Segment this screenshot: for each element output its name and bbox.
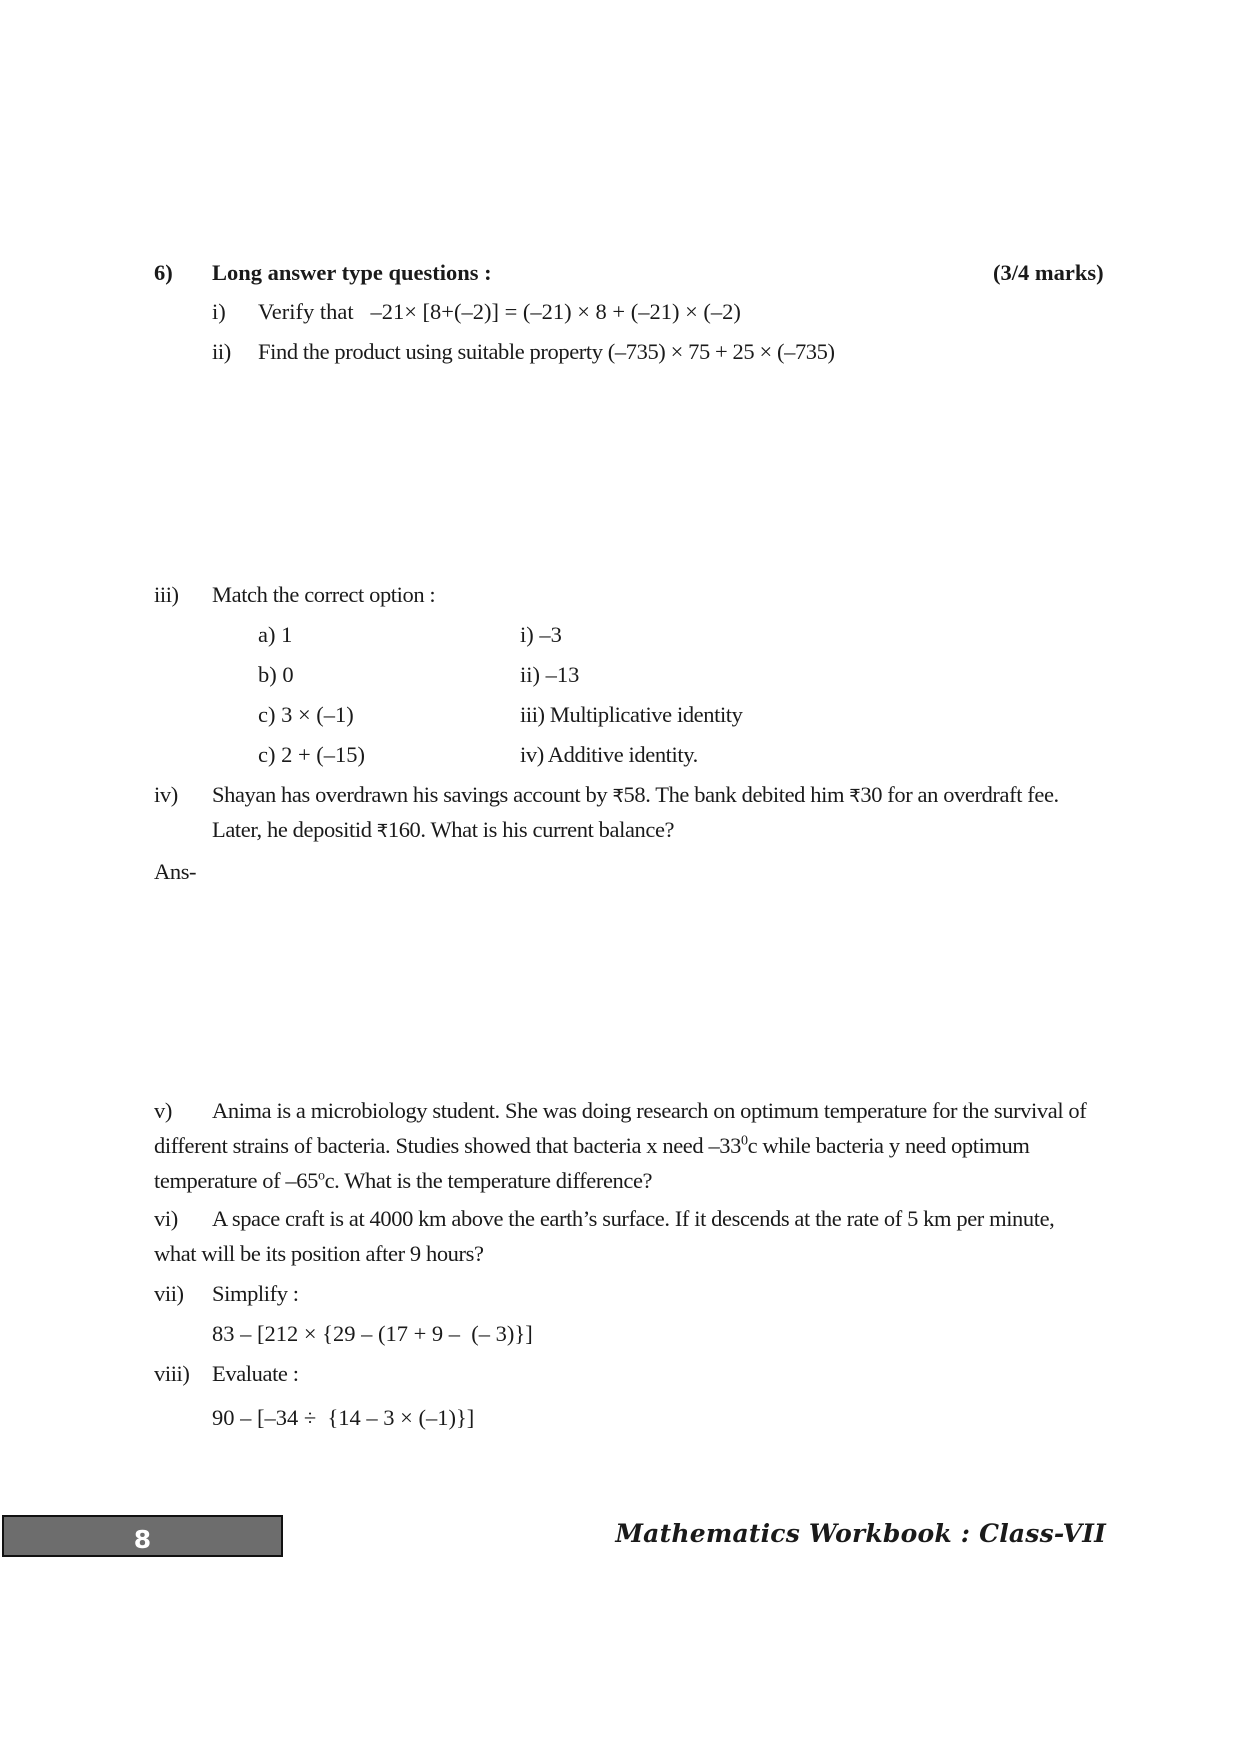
q-vii-label: vii) bbox=[154, 1281, 184, 1306]
q-viii-label: viii) bbox=[154, 1361, 190, 1386]
rupee-icon: ₹ bbox=[612, 786, 624, 807]
q-viii-text: Evaluate : bbox=[212, 1361, 299, 1386]
match-left-a: a) 1 bbox=[258, 622, 293, 647]
match-left-b: b) 0 bbox=[258, 662, 294, 687]
q-vi-line2: what will be its position after 9 hours? bbox=[154, 1241, 484, 1266]
degree-superscript: o bbox=[317, 1168, 325, 1184]
q-iv-line2-b: 160. What is his current balance? bbox=[387, 817, 675, 842]
degree-superscript: 0 bbox=[741, 1133, 748, 1149]
question-number: 6) bbox=[154, 260, 173, 285]
q-iii-text: Match the correct option : bbox=[212, 582, 436, 607]
q-v-line3-a: temperature of –65 bbox=[154, 1168, 318, 1193]
q-v-line2-a: different strains of bacteria. Studies showed that bacteria x need –33 bbox=[154, 1133, 742, 1158]
q-iv-line1-c: 30 for an overdraft fee. bbox=[860, 782, 1059, 807]
q-ii-text: Find the product using suitable property (–735) × 75 + 25 × (–735) bbox=[258, 339, 835, 364]
q-iv-label: iv) bbox=[154, 782, 178, 807]
rupee-icon: ₹ bbox=[376, 821, 388, 842]
q-v-line3-b: c. What is the temperature difference? bbox=[324, 1168, 653, 1193]
q-iii-label: iii) bbox=[154, 582, 179, 607]
q-v-line2-b: c while bacteria y need optimum bbox=[747, 1133, 1030, 1158]
q-vi-label: vi) bbox=[154, 1206, 178, 1231]
section-heading: Long answer type questions : bbox=[212, 260, 492, 285]
q-v-line2 bbox=[154, 1135, 1030, 1158]
q-iv-line1-b: 58. The bank debited him bbox=[623, 782, 850, 807]
q-vii-text: Simplify : bbox=[212, 1281, 299, 1306]
q-vii-expression: 83 – [212 × {29 – (17 + 9 – (– 3)}] bbox=[212, 1321, 533, 1346]
marks-label: (3/4 marks) bbox=[993, 260, 1104, 285]
q-iv-line1 bbox=[212, 784, 1059, 807]
match-right-ii: ii) –13 bbox=[520, 662, 580, 687]
match-left-c2: c) 2 + (–15) bbox=[258, 742, 366, 767]
q-viii-expression: 90 – [–34 ÷ {14 – 3 × (–1)}] bbox=[212, 1405, 475, 1430]
match-right-iii: iii) Multiplicative identity bbox=[520, 702, 743, 727]
q-v-line3 bbox=[154, 1170, 652, 1193]
q-v-line1: Anima is a microbiology student. She was doing research on optimum temperature for the survival of bbox=[212, 1098, 1087, 1123]
q-vi-line1: A space craft is at 4000 km above the earth’s surface. If it descends at the rate of 5 km per minute, bbox=[212, 1206, 1055, 1231]
q-iv-line1-a: Shayan has overdrawn his savings account by bbox=[212, 782, 613, 807]
q-iv-line2 bbox=[212, 819, 674, 842]
q-v-label: v) bbox=[154, 1098, 172, 1123]
footer-title: Mathematics Workbook : Class-VII bbox=[615, 1519, 1106, 1548]
page-number-box bbox=[2, 1515, 283, 1557]
match-right-i: i) –3 bbox=[520, 622, 562, 647]
answer-label: Ans- bbox=[154, 859, 197, 884]
q-iv-line2-a: Later, he depositid bbox=[212, 817, 377, 842]
rupee-icon: ₹ bbox=[849, 786, 861, 807]
q-i-text: Verify that –21× [8+(–2)] = (–21) × 8 + (–21) × (–2) bbox=[258, 299, 741, 324]
match-right-iv: iv) Additive identity. bbox=[520, 742, 698, 767]
match-left-c1: c) 3 × (–1) bbox=[258, 702, 354, 727]
page-number: 8 bbox=[133, 1525, 152, 1554]
q-i-label: i) bbox=[212, 299, 226, 324]
q-ii-label: ii) bbox=[212, 339, 231, 364]
